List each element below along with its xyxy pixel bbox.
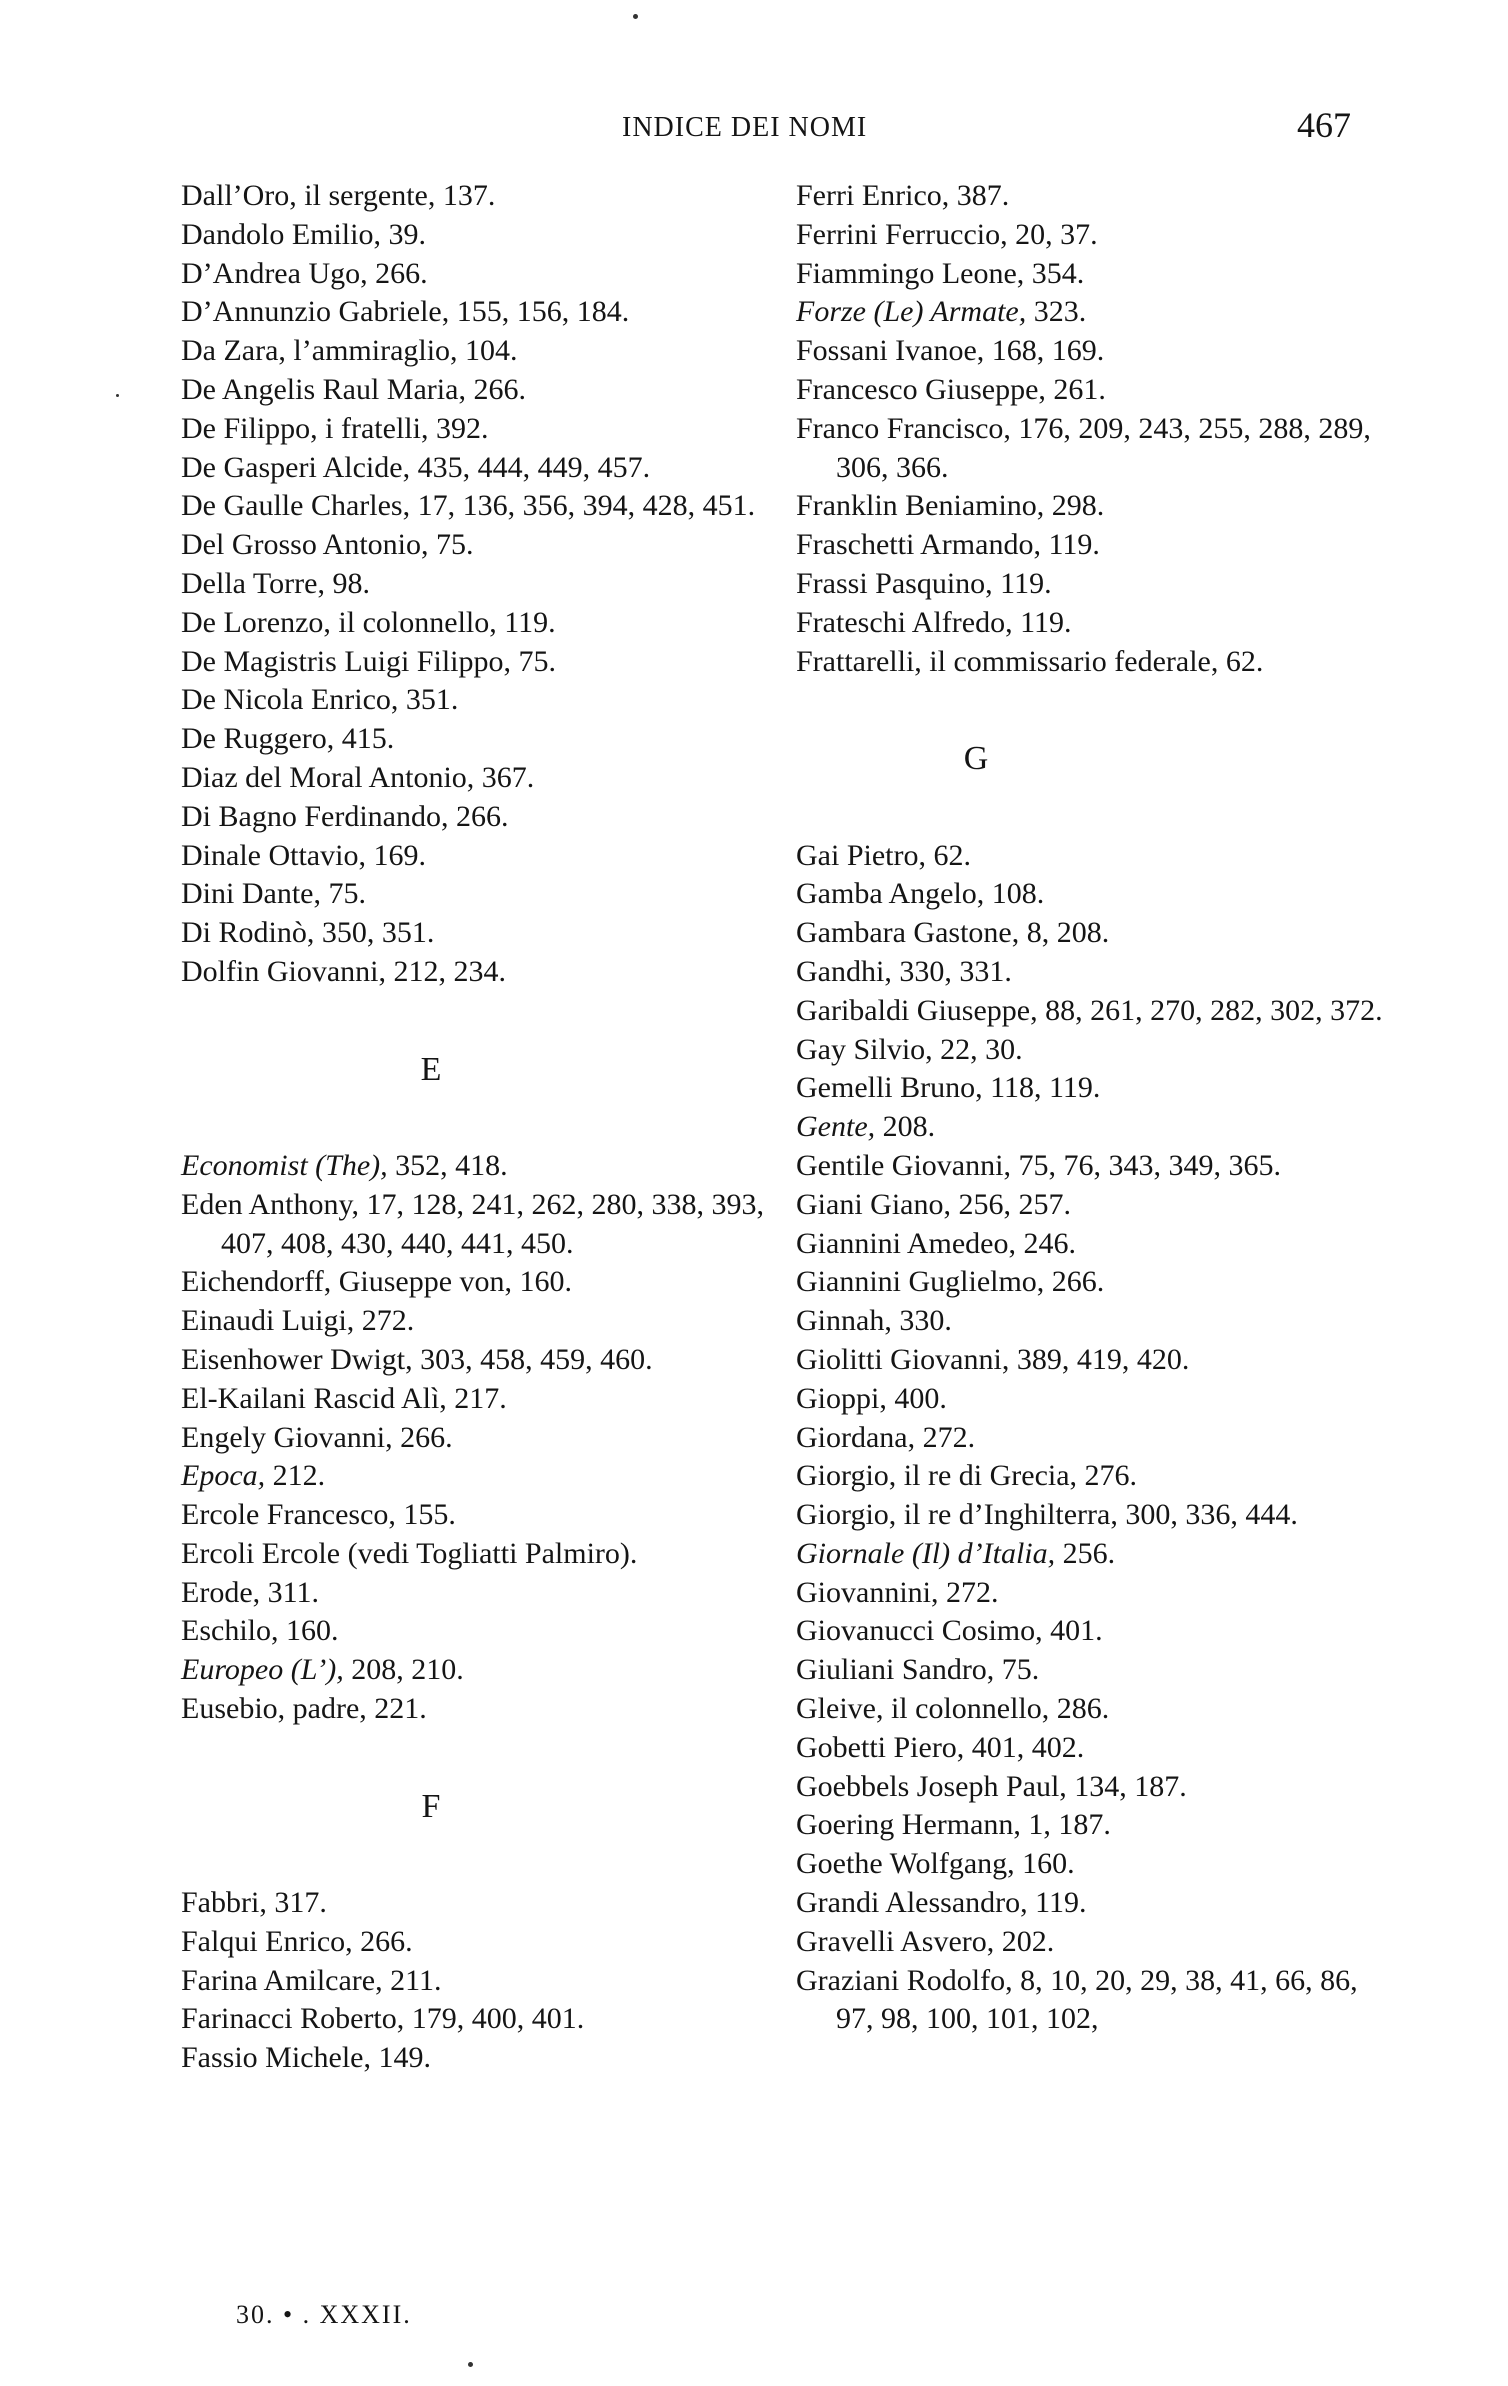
entry-text: Goebbels Joseph Paul, 134, 187. bbox=[796, 1769, 1187, 1803]
entry-text: Gravelli Asvero, 202. bbox=[796, 1924, 1055, 1958]
index-entry bbox=[796, 1380, 1396, 1419]
publication-title: Economist (The), bbox=[181, 1148, 388, 1182]
index-entry bbox=[796, 1496, 1396, 1535]
index-entry bbox=[181, 759, 781, 798]
index-entry bbox=[796, 255, 1396, 294]
page-number: 467 bbox=[1297, 105, 1351, 145]
entry-text: Gamba Angelo, 108. bbox=[796, 877, 1045, 911]
running-title: INDICE DEI NOMI bbox=[622, 112, 868, 143]
index-entry bbox=[796, 1651, 1396, 1690]
index-entry bbox=[796, 1574, 1396, 1613]
index-entry bbox=[796, 1341, 1396, 1380]
entry-text: Eisenhower Dwigt, 303, 458, 459, 460. bbox=[181, 1342, 653, 1376]
index-entry bbox=[181, 1535, 781, 1574]
entry-text: Ercoli Ercole (vedi Togliatti Palmiro). bbox=[181, 1536, 638, 1570]
entry-text: Gay Silvio, 22, 30. bbox=[796, 1032, 1023, 1066]
index-entry bbox=[181, 410, 781, 449]
entry-text: 208, 210. bbox=[343, 1653, 464, 1687]
entry-text: Fraschetti Armando, 119. bbox=[796, 528, 1100, 562]
index-entry bbox=[796, 1768, 1396, 1807]
index-entry bbox=[181, 798, 781, 837]
index-entry bbox=[796, 1535, 1396, 1574]
entry-text: Franco Francisco, 176, 209, 243, 255, 288, 289, 306, 366. bbox=[796, 411, 1371, 484]
entry-text: Dinale Ottavio, 169. bbox=[181, 838, 426, 872]
index-entry bbox=[181, 1302, 781, 1341]
index-entry bbox=[181, 1263, 781, 1302]
entry-text: Giannini Guglielmo, 266. bbox=[796, 1265, 1105, 1299]
entry-text: Falqui Enrico, 266. bbox=[181, 1924, 413, 1958]
index-list-f-continued bbox=[796, 177, 1396, 681]
index-entry bbox=[181, 449, 781, 488]
entry-text: Francesco Giuseppe, 261. bbox=[796, 372, 1106, 406]
section-gap bbox=[796, 681, 1396, 720]
entry-text: 323. bbox=[1026, 295, 1087, 329]
entry-text: Gandhi, 330, 331. bbox=[796, 954, 1012, 988]
entry-text: Gambara Gastone, 8, 208. bbox=[796, 916, 1110, 950]
index-entry bbox=[796, 837, 1396, 876]
entry-text: D’Annunzio Gabriele, 155, 156, 184. bbox=[181, 295, 630, 329]
index-entry bbox=[181, 1186, 781, 1264]
index-entry bbox=[181, 255, 781, 294]
index-entry bbox=[796, 371, 1396, 410]
publication-title: Gente, bbox=[796, 1110, 876, 1144]
publication-title: Europeo (L’), bbox=[181, 1653, 344, 1687]
index-list-e bbox=[181, 1147, 781, 1729]
entry-text: Fabbri, 317. bbox=[181, 1886, 327, 1920]
entry-text: Gobetti Piero, 401, 402. bbox=[796, 1730, 1085, 1764]
index-entry bbox=[181, 914, 781, 953]
scan-speck bbox=[633, 14, 638, 19]
index-entry bbox=[181, 953, 781, 992]
index-entry bbox=[796, 216, 1396, 255]
left-column bbox=[181, 177, 781, 2078]
entry-text: Del Grosso Antonio, 75. bbox=[181, 528, 474, 562]
index-entry bbox=[181, 332, 781, 371]
entry-text: Eschilo, 160. bbox=[181, 1614, 339, 1648]
index-entry bbox=[796, 604, 1396, 643]
entry-text: Eusebio, padre, 221. bbox=[181, 1692, 427, 1726]
entry-text: Gentile Giovanni, 75, 76, 343, 349, 365. bbox=[796, 1148, 1281, 1182]
entry-text: Dolfin Giovanni, 212, 234. bbox=[181, 954, 506, 988]
entry-text: 256. bbox=[1055, 1536, 1116, 1570]
index-entry bbox=[181, 216, 781, 255]
index-entry bbox=[181, 1690, 781, 1729]
entry-text: Fassio Michele, 149. bbox=[181, 2041, 431, 2075]
index-entry bbox=[181, 1612, 781, 1651]
index-entry bbox=[181, 1651, 781, 1690]
index-entry bbox=[181, 2000, 781, 2039]
entry-text: Ferri Enrico, 387. bbox=[796, 179, 1010, 212]
index-entry bbox=[796, 1031, 1396, 1070]
index-entry bbox=[796, 1729, 1396, 1768]
index-entry bbox=[796, 992, 1396, 1031]
printer-signature: 30. • . XXXII. bbox=[236, 2300, 412, 2329]
publication-title: Forze (Le) Armate, bbox=[796, 295, 1027, 329]
entry-text: Einaudi Luigi, 272. bbox=[181, 1304, 415, 1338]
index-entry bbox=[181, 720, 781, 759]
section-letter-f: F bbox=[421, 1787, 441, 1825]
index-entry bbox=[796, 1147, 1396, 1186]
entry-text: Eichendorff, Giuseppe von, 160. bbox=[181, 1265, 573, 1299]
index-entry bbox=[796, 1302, 1396, 1341]
entry-text: Garibaldi Giuseppe, 88, 261, 270, 282, 302, 372. bbox=[796, 993, 1383, 1027]
entry-text: Da Zara, l’ammiraglio, 104. bbox=[181, 334, 518, 368]
index-entry bbox=[796, 953, 1396, 992]
entry-text: Gleive, il colonnello, 286. bbox=[796, 1692, 1110, 1726]
entry-text: D’Andrea Ugo, 266. bbox=[181, 256, 428, 290]
entry-text: Eden Anthony, 17, 128, 241, 262, 280, 338, 393, 407, 408, 430, 440, 441, 450. bbox=[181, 1187, 765, 1260]
entry-text: Fiammingo Leone, 354. bbox=[796, 256, 1085, 290]
entry-text: Farina Amilcare, 211. bbox=[181, 1963, 442, 1997]
entry-text: 212. bbox=[265, 1459, 326, 1493]
index-entry bbox=[181, 526, 781, 565]
index-entry bbox=[181, 1884, 781, 1923]
entry-text: 208. bbox=[875, 1110, 936, 1144]
entry-text: Franklin Beniamino, 298. bbox=[796, 489, 1105, 523]
entry-text: Farinacci Roberto, 179, 400, 401. bbox=[181, 2002, 585, 2036]
entry-text: Diaz del Moral Antonio, 367. bbox=[181, 760, 535, 794]
right-column bbox=[796, 177, 1396, 2039]
entry-text: Dini Dante, 75. bbox=[181, 877, 366, 911]
index-entry bbox=[796, 1263, 1396, 1302]
index-entry bbox=[796, 1962, 1396, 2040]
entry-text: De Angelis Raul Maria, 266. bbox=[181, 372, 526, 406]
entry-text: Dall’Oro, il sergente, 137. bbox=[181, 179, 496, 212]
index-entry bbox=[796, 1612, 1396, 1651]
entry-text: Giovanucci Cosimo, 401. bbox=[796, 1614, 1103, 1648]
entry-text: Frateschi Alfredo, 119. bbox=[796, 605, 1072, 639]
entry-text: Di Rodinò, 350, 351. bbox=[181, 916, 435, 950]
index-entry bbox=[796, 914, 1396, 953]
entry-text: Giolitti Giovanni, 389, 419, 420. bbox=[796, 1342, 1190, 1376]
index-list-d bbox=[181, 177, 781, 992]
publication-title: Epoca, bbox=[181, 1459, 266, 1493]
entry-text: Giuliani Sandro, 75. bbox=[796, 1653, 1040, 1687]
entry-text: Gai Pietro, 62. bbox=[796, 838, 971, 872]
index-entry bbox=[796, 487, 1396, 526]
entry-text: De Nicola Enrico, 351. bbox=[181, 683, 459, 717]
index-entry bbox=[181, 875, 781, 914]
index-entry bbox=[181, 487, 781, 526]
index-entry bbox=[181, 293, 781, 332]
index-entry bbox=[181, 681, 781, 720]
publication-title: Giornale (Il) d’Italia, bbox=[796, 1536, 1056, 1570]
entry-text: Ferrini Ferruccio, 20, 37. bbox=[796, 217, 1098, 251]
entry-text: Gemelli Bruno, 118, 119. bbox=[796, 1071, 1101, 1105]
index-entry bbox=[181, 1419, 781, 1458]
index-entry bbox=[181, 837, 781, 876]
entry-text: Fossani Ivanoe, 168, 169. bbox=[796, 334, 1105, 368]
index-entry bbox=[181, 177, 781, 216]
index-entry bbox=[796, 565, 1396, 604]
index-entry bbox=[181, 1380, 781, 1419]
section-gap bbox=[796, 798, 1396, 837]
index-entry bbox=[796, 1884, 1396, 1923]
entry-text: Giordana, 272. bbox=[796, 1420, 976, 1454]
index-entry bbox=[796, 1108, 1396, 1147]
index-entry bbox=[181, 565, 781, 604]
entry-text: El-Kailani Rascid Alì, 217. bbox=[181, 1381, 507, 1415]
section-letter-g: G bbox=[963, 740, 989, 778]
entry-text: Graziani Rodolfo, 8, 10, 20, 29, 38, 41, 66, 86, 97, 98, 100, 101, 102, bbox=[796, 1963, 1358, 2036]
scan-speck bbox=[116, 394, 119, 397]
entry-text: Giovannini, 272. bbox=[796, 1575, 999, 1609]
entry-text: Giorgio, il re d’Inghilterra, 300, 336, 444. bbox=[796, 1498, 1298, 1532]
section-gap bbox=[181, 1845, 781, 1884]
index-entry bbox=[796, 1690, 1396, 1729]
index-entry bbox=[181, 371, 781, 410]
index-entry bbox=[796, 1923, 1396, 1962]
entry-text: Erode, 311. bbox=[181, 1575, 320, 1609]
index-entry bbox=[796, 410, 1396, 488]
index-entry bbox=[181, 1457, 781, 1496]
index-entry bbox=[796, 1845, 1396, 1884]
entry-text: De Lorenzo, il colonnello, 119. bbox=[181, 605, 556, 639]
index-entry bbox=[796, 875, 1396, 914]
entry-text: Giorgio, il re di Grecia, 276. bbox=[796, 1459, 1138, 1493]
index-entry bbox=[181, 604, 781, 643]
entry-text: Frattarelli, il commissario federale, 62. bbox=[796, 644, 1264, 678]
section-gap bbox=[181, 992, 781, 1031]
entry-text: Ercole Francesco, 155. bbox=[181, 1498, 456, 1532]
index-entry bbox=[796, 1069, 1396, 1108]
entry-text: Goethe Wolfgang, 160. bbox=[796, 1847, 1075, 1881]
index-entry bbox=[796, 1457, 1396, 1496]
index-entry bbox=[181, 2039, 781, 2078]
entry-text: Della Torre, 98. bbox=[181, 566, 370, 600]
index-entry bbox=[796, 1806, 1396, 1845]
entry-text: Frassi Pasquino, 119. bbox=[796, 566, 1052, 600]
index-list-g bbox=[796, 837, 1396, 2040]
entry-text: Di Bagno Ferdinando, 266. bbox=[181, 799, 509, 833]
index-entry bbox=[796, 1186, 1396, 1225]
entry-text: Ginnah, 330. bbox=[796, 1304, 952, 1338]
index-entry bbox=[181, 643, 781, 682]
scan-speck bbox=[468, 2362, 473, 2367]
index-entry bbox=[796, 526, 1396, 565]
entry-text: De Filippo, i fratelli, 392. bbox=[181, 411, 489, 445]
index-entry bbox=[181, 1574, 781, 1613]
index-list-f bbox=[181, 1884, 781, 2078]
entry-text: De Gasperi Alcide, 435, 444, 449, 457. bbox=[181, 450, 651, 484]
section-gap bbox=[181, 1729, 781, 1768]
index-entry bbox=[181, 1341, 781, 1380]
entry-text: Giannini Amedeo, 246. bbox=[796, 1226, 1076, 1260]
index-entry bbox=[796, 332, 1396, 371]
index-entry bbox=[796, 1225, 1396, 1264]
index-entry bbox=[181, 1962, 781, 2001]
index-entry bbox=[796, 293, 1396, 332]
entry-text: De Gaulle Charles, 17, 136, 356, 394, 428, 451. bbox=[181, 489, 756, 523]
section-letter-e: E bbox=[420, 1050, 442, 1088]
entry-text: Gioppi, 400. bbox=[796, 1381, 947, 1415]
entry-text: De Ruggero, 415. bbox=[181, 722, 395, 756]
index-entry bbox=[796, 643, 1396, 682]
entry-text: Giani Giano, 256, 257. bbox=[796, 1187, 1071, 1221]
entry-text: Dandolo Emilio, 39. bbox=[181, 217, 426, 251]
index-entry bbox=[181, 1923, 781, 1962]
index-entry bbox=[181, 1147, 781, 1186]
entry-text: Grandi Alessandro, 119. bbox=[796, 1886, 1087, 1920]
entry-text: De Magistris Luigi Filippo, 75. bbox=[181, 644, 556, 678]
entry-text: Goering Hermann, 1, 187. bbox=[796, 1808, 1111, 1842]
entry-text: Engely Giovanni, 266. bbox=[181, 1420, 453, 1454]
entry-text: 352, 418. bbox=[387, 1148, 508, 1182]
section-gap bbox=[181, 1108, 781, 1147]
index-entry bbox=[181, 1496, 781, 1535]
index-entry bbox=[796, 177, 1396, 216]
index-entry bbox=[796, 1419, 1396, 1458]
